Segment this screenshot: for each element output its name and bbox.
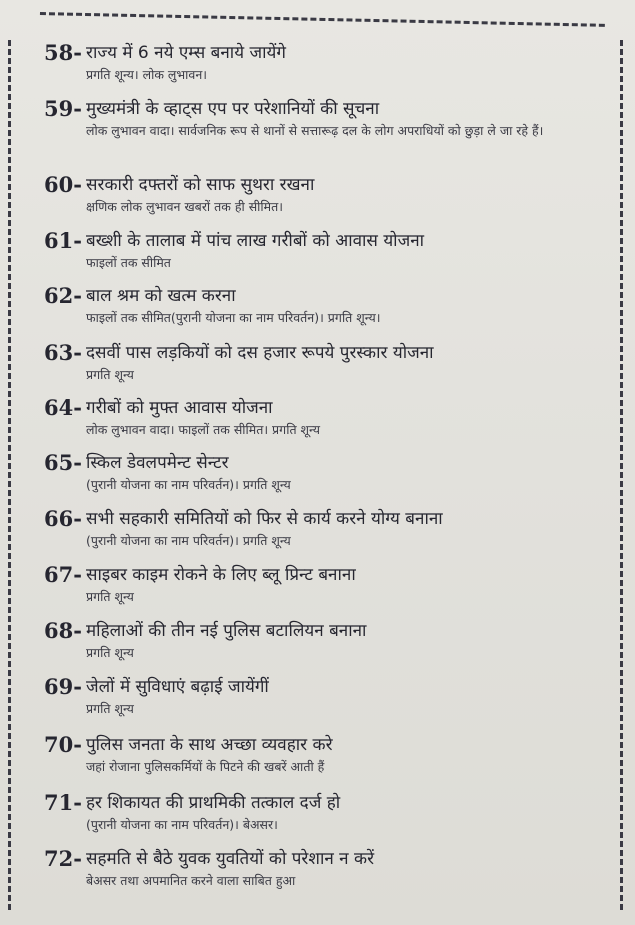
item-title: राज्य में 6 नये एम्स बनाये जायेंगे [86, 43, 286, 63]
item-number: 68- [44, 618, 82, 643]
item-number: 58- [44, 40, 82, 65]
item-note: बेअसर तथा अपमानित करने वाला साबित हुआ [86, 873, 296, 888]
item-number: 72- [44, 846, 82, 871]
item-number: 65- [44, 450, 82, 475]
item-note: प्रगति शून्य [86, 367, 134, 382]
item-title: साइबर काइम रोकने के लिए ब्लू प्रिन्ट बनाना [86, 565, 356, 585]
item-note: (पुरानी योजना का नाम परिवर्तन)। प्रगति शून्य [86, 533, 291, 548]
item-title: सहमति से बैठे युवक युवतियों को परेशान न करें [86, 849, 375, 869]
item-number: 61- [44, 228, 82, 253]
item-note: प्रगति शून्य [86, 589, 134, 604]
item-title: दसवीं पास लड़कियों को दस हजार रूपये पुरस्कार योजना [86, 343, 434, 363]
item-note: फाइलों तक सीमित [86, 255, 171, 270]
item-number: 63- [44, 340, 82, 365]
item-title: मुख्यमंत्री के व्हाट्स एप पर परेशानियों की सूचना [86, 99, 380, 119]
dashed-border-right [620, 40, 623, 910]
item-title: गरीबों को मुफ्त आवास योजना [86, 398, 273, 418]
item-number: 66- [44, 506, 82, 531]
item-title: पुलिस जनता के साथ अच्छा व्यवहार करे [86, 735, 333, 755]
dashed-border-left [8, 40, 11, 910]
item-note: प्रगति शून्य [86, 645, 134, 660]
item-number: 62- [44, 283, 82, 308]
item-title: सभी सहकारी समितियों को फिर से कार्य करने योग्य बनाना [86, 509, 443, 529]
item-note: लोक लुभावन वादा। सार्वजनिक रूप से थानों से सत्तारूढ़ दल के लोग अपराधियों को छुड़ा ले जा रहे हैं। [86, 123, 544, 138]
item-title: हर शिकायत की प्राथमिकी तत्काल दर्ज हो [86, 793, 341, 813]
item-number: 64- [44, 395, 82, 420]
dashed-border-top [40, 12, 605, 27]
item-number: 67- [44, 562, 82, 587]
item-note: फाइलों तक सीमित(पुरानी योजना का नाम परिवर्तन)। प्रगति शून्य। [86, 310, 381, 325]
item-number: 60- [44, 172, 82, 197]
item-title: जेलों में सुविधाएं बढ़ाई जायेंगीं [86, 677, 269, 697]
item-number: 59- [44, 96, 82, 121]
item-number: 71- [44, 790, 82, 815]
item-number: 69- [44, 674, 82, 699]
item-number: 70- [44, 732, 82, 757]
item-title: बाल श्रम को खत्म करना [86, 286, 236, 306]
item-note: (पुरानी योजना का नाम परिवर्तन)। प्रगति शून्य [86, 477, 291, 492]
item-note: प्रगति शून्य। लोक लुभावन। [86, 67, 208, 82]
item-note: (पुरानी योजना का नाम परिवर्तन)। बेअसर। [86, 817, 278, 832]
item-title: बख्शी के तालाब में पांच लाख गरीबों को आवास योजना [86, 231, 425, 251]
item-title: सरकारी दफ्तरों को साफ सुथरा रखना [86, 175, 315, 195]
item-note: लोक लुभावन वादा। फाइलों तक सीमित। प्रगति शून्य [86, 422, 320, 437]
item-title: स्किल डेवलपमेन्ट सेन्टर [86, 453, 229, 473]
item-note: जहां रोजाना पुलिसकर्मियों के पिटने की खबरें आती हैं [86, 759, 325, 774]
item-title: महिलाओं की तीन नई पुलिस बटालियन बनाना [86, 621, 367, 641]
item-note: क्षणिक लोक लुभावन खबरों तक ही सीमित। [86, 199, 283, 214]
item-note: प्रगति शून्य [86, 701, 134, 716]
